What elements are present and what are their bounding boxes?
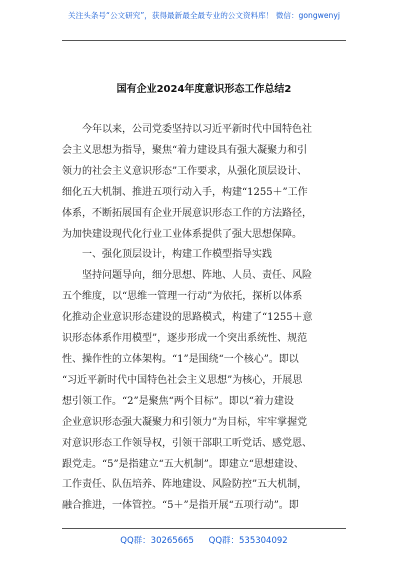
document-title: 国有企业2024年度意识形态工作总结2 — [116, 84, 292, 95]
body-line: 性、操作性的立体架构。“1”是围绕“一个核心”。即以 — [62, 353, 299, 365]
footer — [0, 534, 408, 546]
body-line: 一、强化顶层设计，构建工作模型指导实践 — [82, 249, 272, 261]
body-line: 今年以来，公司党委坚持以习近平新时代中国特色社 — [82, 124, 312, 135]
qq-group-2: QQ群：535304092 — [208, 536, 288, 546]
body-line: 融合推进，一体管控。“5＋”是指开展“五项行动”。即 — [62, 500, 299, 512]
body-line: 工作责任、队伍培养、阵地建设、风险防控”五大机制， — [62, 479, 308, 491]
body-line: 细化五大机制、推进五项行动入手，构建“1255＋”工作 — [62, 186, 308, 198]
body-line: 想引领工作。“2”是聚焦“两个目标”。即以“着力建设 — [62, 395, 294, 407]
body-line: 跟党走。“5”是指建立“五大机制”。即建立“思想建设、 — [62, 458, 304, 470]
body-line: 领力的社会主义意识形态”工作要求，从强化顶层设计、 — [62, 165, 308, 177]
body-line: “习近平新时代中国特色社会主义思想”为核心，开展思 — [62, 374, 303, 386]
body-line: 化推动企业意识形态建设的思路模式，构建了“1255＋意 — [62, 312, 313, 324]
body-line: 企业意识形态强大凝聚力和引领力”为目标，牢牢掌握党 — [62, 416, 308, 428]
body-line: 体系，不断拓展国有企业开展意识形态工作的方法路径， — [62, 207, 312, 219]
promo-banner: 关注头条号“公文研究”，获得最新最全最专业的公文资料库！ 微信：gongwenyj — [68, 11, 340, 20]
body-line: 五个维度，以“思维一管理一行动”为依托，探析以体系 — [62, 291, 303, 303]
qq-group-1: QQ群：30265665 — [120, 536, 194, 546]
document-body — [62, 120, 352, 517]
body-line: 会主义思想为指导，聚焦“着力建设具有强大凝聚力和引 — [62, 144, 308, 156]
body-line: 为加快建设现代化行业工业体系提供了强大思想保障。 — [62, 228, 302, 240]
body-line: 识形态体系作用模型”，逐步形成一个突出系统性、规范 — [62, 333, 308, 345]
body-line: 对意识形态工作领导权，引领干部职工听党话、感党恩、 — [62, 437, 312, 449]
body-line: 坚持问题导向，细分思想、阵地、人员、责任、风险 — [82, 270, 312, 282]
header-divider — [62, 40, 346, 41]
footer-divider — [62, 528, 346, 529]
